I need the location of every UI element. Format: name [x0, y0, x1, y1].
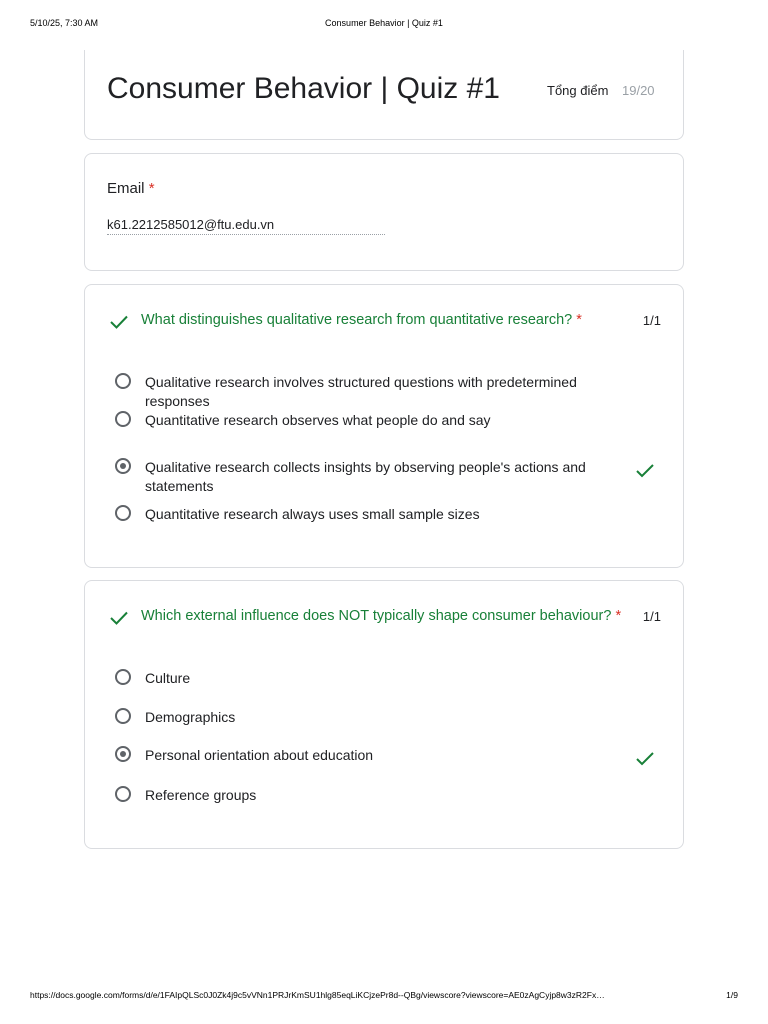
total-score-label: Tổng điểm	[547, 83, 609, 98]
answer-option-selected[interactable]	[115, 458, 655, 496]
question-text	[141, 312, 582, 328]
print-header	[30, 18, 738, 32]
question-points: 1/1	[642, 313, 661, 328]
email-card	[84, 153, 684, 271]
answer-option[interactable]	[115, 373, 655, 409]
question-card-1	[84, 284, 684, 568]
radio-icon[interactable]	[115, 505, 131, 521]
answer-option-label: Reference groups	[145, 787, 257, 803]
answer-option-selected[interactable]	[115, 746, 655, 766]
email-label-text: Email	[107, 180, 145, 197]
radio-selected-icon[interactable]	[115, 746, 131, 762]
question-text	[141, 608, 621, 624]
page-url: https://docs.google.com/forms/d/e/1FAIpQLSc0J0Zk4j9c5vVNn1PRJrKmSU1hlg85eqLiKCjzePr8d--QBg/viewscore?viewscore=AE0zAgCyjp8w3zR2Fx…	[30, 990, 605, 1000]
page-number: 1/9	[726, 990, 738, 1000]
question-points: 1/1	[642, 609, 661, 624]
question-header	[107, 606, 663, 630]
answer-option-label: Qualitative research involves structured questions with predetermined responses	[145, 374, 577, 409]
answer-option[interactable]	[115, 708, 655, 728]
required-asterisk: *	[615, 608, 622, 624]
question-title: Which external influence does NOT typically shape consumer behaviour?	[141, 608, 612, 624]
required-asterisk: *	[148, 180, 155, 197]
answer-option-label: Personal orientation about education	[145, 747, 374, 763]
answer-option[interactable]	[115, 505, 655, 525]
checkmark-icon	[109, 609, 129, 627]
radio-icon[interactable]	[115, 708, 131, 724]
question-title: What distinguishes qualitative research from quantitative research?	[141, 312, 573, 328]
answer-option-label: Quantitative research always uses small sample sizes	[145, 506, 480, 522]
answer-option[interactable]	[115, 786, 655, 806]
checkmark-icon	[635, 751, 655, 767]
answer-option-label: Culture	[145, 670, 191, 686]
radio-icon[interactable]	[115, 411, 131, 427]
checkmark-icon	[109, 313, 129, 331]
answer-option-label: Demographics	[145, 709, 236, 725]
required-asterisk: *	[576, 312, 582, 328]
form-title: Consumer Behavior | Quiz #1	[107, 72, 500, 105]
question-header	[107, 310, 663, 334]
answer-option[interactable]	[115, 411, 655, 431]
radio-selected-icon[interactable]	[115, 458, 131, 474]
radio-icon[interactable]	[115, 786, 131, 802]
answer-option-label: Quantitative research observes what people do and say	[145, 412, 491, 428]
print-doc-title: Consumer Behavior | Quiz #1	[325, 18, 443, 28]
checkmark-icon	[635, 463, 655, 479]
print-footer	[30, 990, 738, 1004]
answer-option[interactable]	[115, 669, 655, 689]
form-title-card	[84, 50, 684, 140]
email-field: k61.2212585012@ftu.edu.vn	[107, 217, 385, 235]
total-score-value: 19/20	[622, 83, 655, 98]
answer-option-label: Qualitative research collects insights by observing people's actions and statements	[145, 459, 586, 494]
radio-icon[interactable]	[115, 373, 131, 389]
email-label	[107, 180, 155, 197]
question-card-2	[84, 580, 684, 849]
radio-icon[interactable]	[115, 669, 131, 685]
print-date: 5/10/25, 7:30 AM	[30, 18, 99, 28]
